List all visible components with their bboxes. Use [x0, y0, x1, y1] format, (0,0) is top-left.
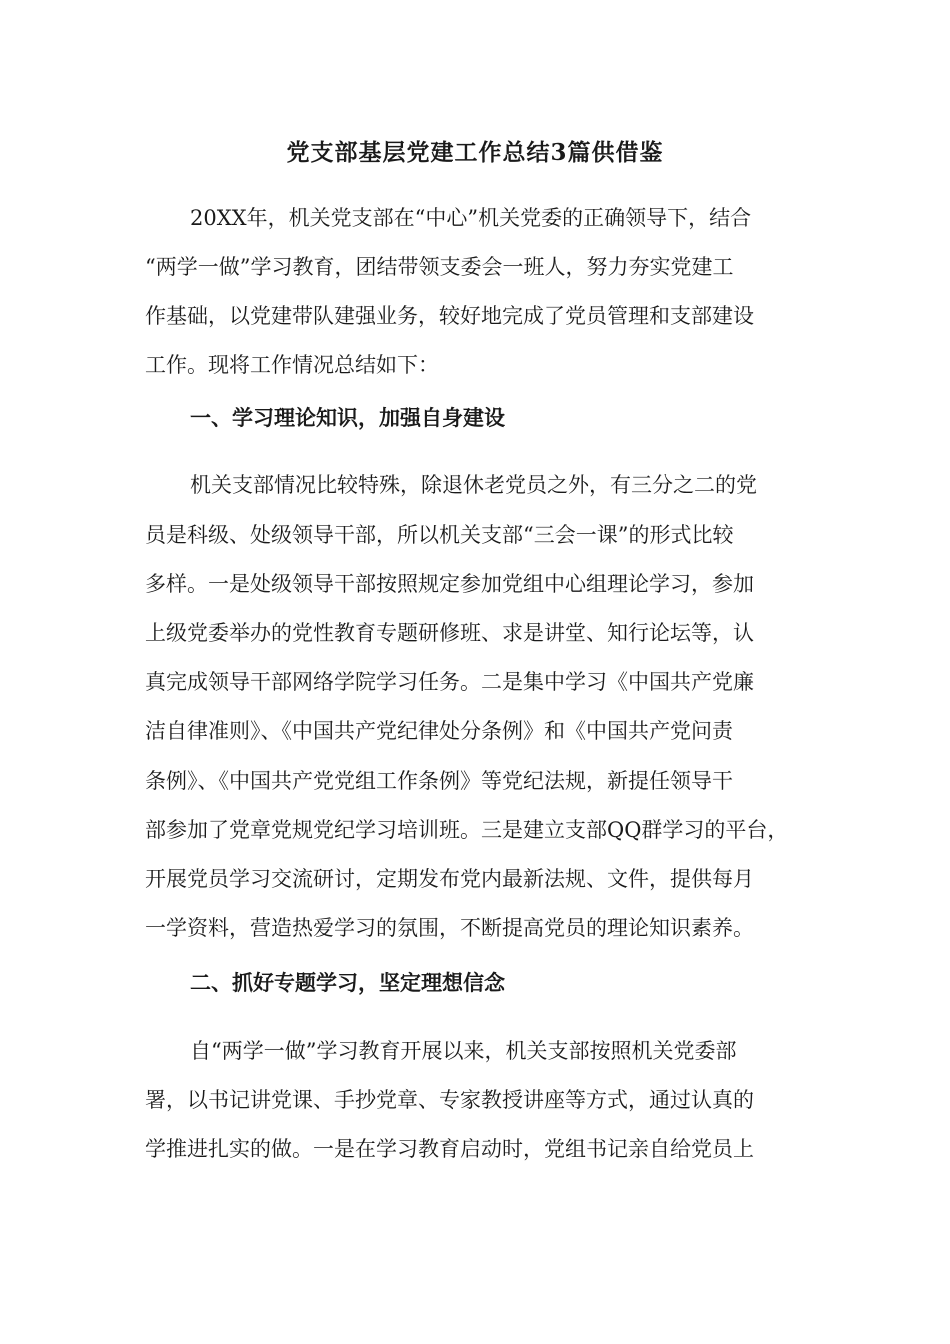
- section-1-line-9: 开展党员学习交流研讨，定期发布党内最新法规、文件，提供每月: [145, 867, 754, 891]
- section-1-line-4: 上级党委举办的党性教育专题研修班、求是讲堂、知行论坛等，认: [145, 621, 754, 645]
- section-1-line-2: 员是科级、处级领导干部，所以机关支部“三会一课”的形式比较: [145, 523, 734, 547]
- section-1-line-8: 部参加了党章党规党纪学习培训班。三是建立支部QQ群学习的平台，: [145, 818, 789, 842]
- section-1-line-1: 机关支部情况比较特殊，除退休老党员之外，有三分之二的党: [190, 473, 757, 497]
- section-1-line-7: 条例》、《中国共产党党组工作条例》等党纪法规，新提任领导干: [145, 769, 733, 793]
- section-1-line-6: 洁自律准则》、《中国共产党纪律处分条例》和《中国共产党问责: [145, 719, 733, 743]
- section-1-line-3: 多样。一是处级领导干部按照规定参加党组中心组理论学习，参加: [145, 572, 754, 596]
- section-2-line-3: 学推进扎实的做。一是在学习教育启动时，党组书记亲自给党员上: [145, 1137, 754, 1161]
- intro-line-2: “两学一做”学习教育，团结带领支委会一班人，努力夯实党建工: [145, 255, 734, 279]
- section-1-line-10: 一学资料，营造热爱学习的氛围，不断提高党员的理论知识素养。: [145, 916, 754, 940]
- section-2-heading: 二、抓好专题学习，坚定理想信念: [190, 970, 505, 995]
- section-1-line-5: 真完成领导干部网络学院学习任务。二是集中学习《中国共产党廉: [145, 670, 754, 694]
- section-2-line-1: 自“两学一做”学习教育开展以来，机关支部按照机关党委部: [190, 1039, 737, 1063]
- section-2-line-2: 署，以书记讲党课、手抄党章、专家教授讲座等方式，通过认真的: [145, 1088, 754, 1112]
- intro-line-3: 作基础，以党建带队建强业务，较好地完成了党员管理和支部建设: [145, 304, 754, 328]
- intro-line-1: 20XX年，机关党支部在“中心”机关党委的正确领导下，结合: [190, 206, 752, 230]
- intro-line-4: 工作。现将工作情况总结如下：: [145, 353, 439, 377]
- document-title: 党支部基层党建工作总结3篇供借鉴: [286, 139, 664, 166]
- section-1-heading: 一、学习理论知识，加强自身建设: [190, 405, 505, 430]
